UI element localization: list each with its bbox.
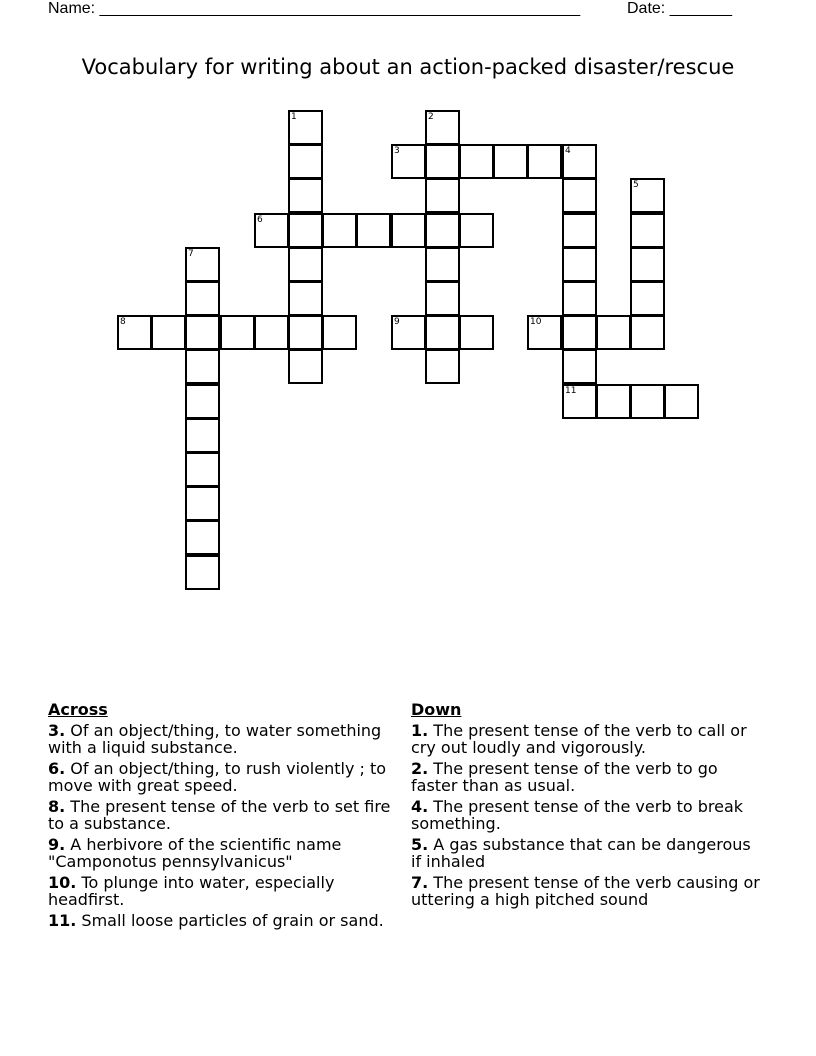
cell-number: 10 [530, 317, 542, 327]
name-field[interactable]: Name: ______________________________________________________ [48, 0, 581, 17]
cell-number: 4 [565, 146, 571, 156]
cell-number: 11 [565, 386, 577, 396]
clue-text: The present tense of the verb to set fire to a substance. [48, 796, 391, 833]
cell-number: 9 [394, 317, 400, 327]
clue-across-11 [48, 912, 398, 930]
grid-cell[interactable] [185, 349, 220, 384]
grid-cell[interactable] [459, 144, 494, 179]
grid-cell[interactable] [630, 281, 665, 316]
clue-text: The present tense of the verb to call or cry out loudly and vigorously. [411, 720, 747, 757]
clue-text: The present tense of the verb causing or uttering a high pitched sound [411, 872, 760, 909]
grid-cell[interactable] [288, 213, 323, 248]
grid-cell[interactable] [425, 178, 460, 213]
clue-number: 4. [411, 796, 429, 816]
cell-number: 7 [188, 249, 194, 259]
down-clues [411, 701, 761, 912]
grid-cell[interactable] [630, 315, 665, 350]
grid-cell[interactable] [288, 315, 323, 350]
grid-cell[interactable] [254, 315, 289, 350]
grid-cell[interactable] [425, 349, 460, 384]
grid-cell[interactable] [254, 213, 289, 248]
grid-cell[interactable] [391, 315, 426, 350]
clue-down-1 [411, 722, 761, 757]
grid-cell[interactable] [425, 110, 460, 145]
clue-number: 9. [48, 834, 66, 854]
cell-number: 1 [291, 112, 297, 122]
cell-number: 5 [633, 180, 639, 190]
grid-cell[interactable] [425, 247, 460, 282]
grid-cell[interactable] [185, 418, 220, 453]
cell-number: 8 [120, 317, 126, 327]
grid-cell[interactable] [117, 315, 152, 350]
grid-cell[interactable] [185, 555, 220, 590]
clue-down-7 [411, 874, 761, 909]
clue-number: 7. [411, 872, 429, 892]
date-field[interactable]: Date: _______ [627, 0, 732, 17]
grid-cell[interactable] [493, 144, 528, 179]
grid-cell[interactable] [562, 178, 597, 213]
grid-cell[interactable] [322, 315, 357, 350]
clue-text: Small loose particles of grain or sand. [76, 910, 384, 930]
grid-cell[interactable] [596, 384, 631, 419]
clue-number: 6. [48, 758, 66, 778]
grid-cell[interactable] [356, 213, 391, 248]
clue-across-10 [48, 874, 398, 909]
grid-cell[interactable] [425, 213, 460, 248]
grid-cell[interactable] [425, 315, 460, 350]
grid-cell[interactable] [151, 315, 186, 350]
grid-cell[interactable] [596, 315, 631, 350]
grid-cell[interactable] [562, 213, 597, 248]
grid-cell[interactable] [562, 349, 597, 384]
grid-cell[interactable] [527, 315, 562, 350]
grid-cell[interactable] [630, 247, 665, 282]
cell-number: 2 [428, 112, 434, 122]
down-heading: Down [411, 700, 462, 719]
grid-cell[interactable] [185, 520, 220, 555]
clue-text: The present tense of the verb to go faster than as usual. [411, 758, 718, 795]
grid-cell[interactable] [185, 281, 220, 316]
across-clues [48, 701, 398, 932]
clue-number: 8. [48, 796, 66, 816]
clue-number: 2. [411, 758, 429, 778]
clue-text: To plunge into water, especially headfirst. [48, 872, 335, 909]
clue-text: Of an object/thing, to water something with a liquid substance. [48, 720, 382, 757]
clue-number: 3. [48, 720, 66, 740]
grid-cell[interactable] [630, 178, 665, 213]
grid-cell[interactable] [630, 213, 665, 248]
grid-cell[interactable] [562, 144, 597, 179]
grid-cell[interactable] [459, 315, 494, 350]
grid-cell[interactable] [562, 315, 597, 350]
clue-across-3 [48, 722, 398, 757]
clue-text: A herbivore of the scientific name "Camponotus pennsylvanicus" [48, 834, 342, 871]
clue-number: 10. [48, 872, 77, 892]
grid-cell[interactable] [288, 281, 323, 316]
grid-cell[interactable] [391, 144, 426, 179]
clue-number: 1. [411, 720, 429, 740]
across-heading: Across [48, 700, 108, 719]
grid-cell[interactable] [562, 247, 597, 282]
clue-down-5 [411, 836, 761, 871]
page-title: Vocabulary for writing about an action-packed disaster/rescue [81, 55, 735, 79]
clue-text: The present tense of the verb to break something. [411, 796, 744, 833]
clue-number: 11. [48, 910, 77, 930]
clue-across-8 [48, 798, 398, 833]
grid-cell[interactable] [288, 247, 323, 282]
grid-cell[interactable] [562, 281, 597, 316]
clue-text: Of an object/thing, to rush violently ; to move with great speed. [48, 758, 387, 795]
grid-cell[interactable] [322, 213, 357, 248]
clue-across-6 [48, 760, 398, 795]
clue-across-9 [48, 836, 398, 871]
clue-down-2 [411, 760, 761, 795]
grid-cell[interactable] [391, 213, 426, 248]
grid-cell[interactable] [288, 144, 323, 179]
grid-cell[interactable] [185, 486, 220, 521]
grid-cell[interactable] [425, 281, 460, 316]
grid-cell[interactable] [288, 178, 323, 213]
cell-number: 3 [394, 146, 400, 156]
clue-number: 5. [411, 834, 429, 854]
grid-cell[interactable] [185, 452, 220, 487]
grid-cell[interactable] [425, 144, 460, 179]
grid-cell[interactable] [288, 349, 323, 384]
grid-cell[interactable] [185, 247, 220, 282]
grid-cell[interactable] [562, 384, 597, 419]
clue-text: A gas substance that can be dangerous if inhaled [411, 834, 751, 871]
grid-cell[interactable] [185, 315, 220, 350]
grid-cell[interactable] [185, 384, 220, 419]
grid-cell[interactable] [664, 384, 699, 419]
clue-down-4 [411, 798, 761, 833]
grid-cell[interactable] [288, 110, 323, 145]
grid-cell[interactable] [220, 315, 255, 350]
cell-number: 6 [257, 215, 263, 225]
grid-cell[interactable] [527, 144, 562, 179]
grid-cell[interactable] [459, 213, 494, 248]
grid-cell[interactable] [630, 384, 665, 419]
